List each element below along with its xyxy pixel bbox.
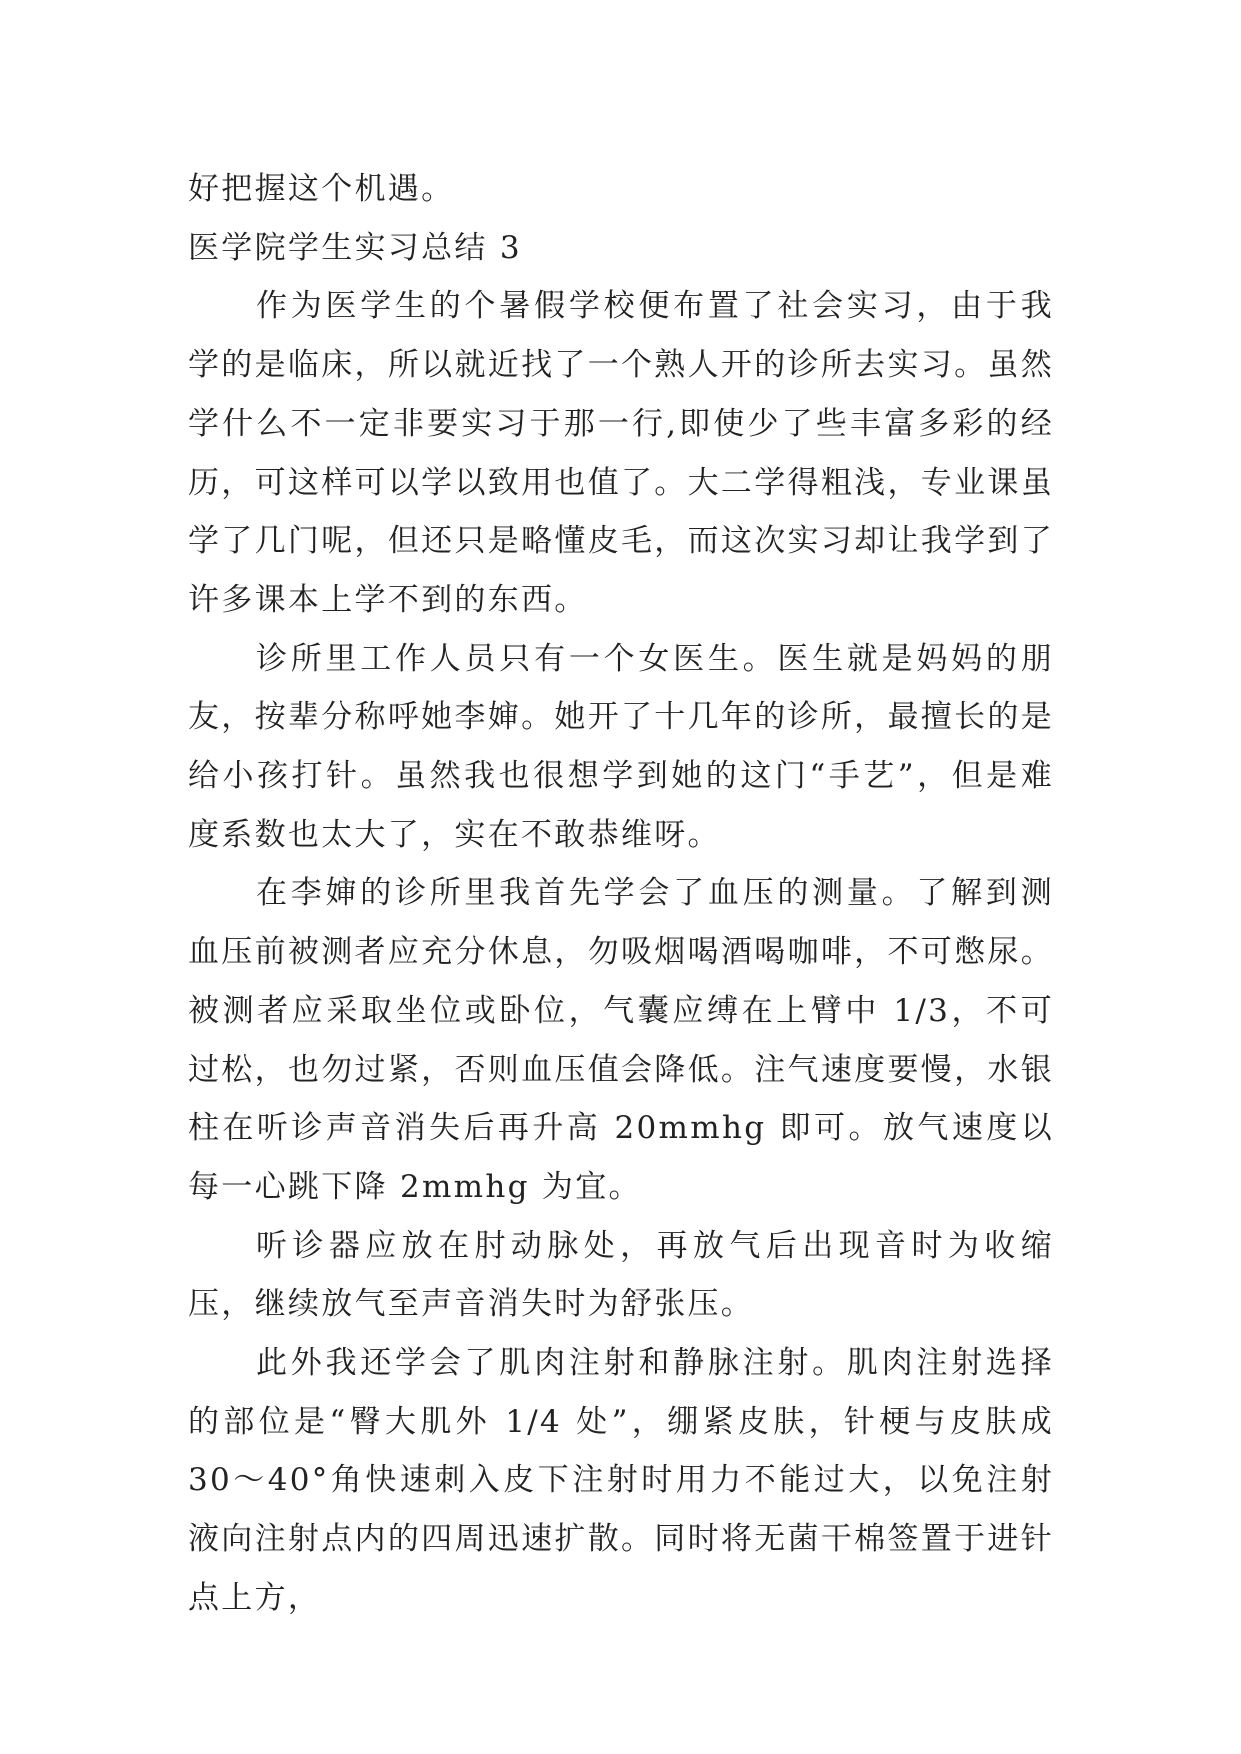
- document-body: [188, 160, 1054, 1628]
- paragraph-5: 此外我还学会了肌肉注射和静脉注射。肌肉注射选择的部位是“臀大肌外 1/4 处”，绷紧皮肤，针梗与皮肤成 30～40°角快速刺入皮下注射时用力不能过大，以免注射液向注射点内的四周迅速扩散。同时将无菌干棉签置于进针点上方，: [188, 1345, 1054, 1616]
- paragraph-4: 听诊器应放在肘动脉处，再放气后出现音时为收缩压，继续放气至声音消失时为舒张压。: [188, 1227, 1054, 1323]
- lead-line: 好把握这个机遇。: [188, 171, 455, 207]
- paragraph-1: 作为医学生的个暑假学校便布置了社会实习，由于我学的是临床，所以就近找了一个熟人开的诊所去实习。虽然学什么不一定非要实习于那一行,即使少了些丰富多彩的经历，可这样可以学以致用也值了。大二学得粗浅，专业课虽学了几门呢，但还只是略懂皮毛，而这次实习却让我学到了许多课本上学不到的东西。: [188, 288, 1054, 618]
- paragraph-3: 在李婶的诊所里我首先学会了血压的测量。了解到测血压前被测者应充分休息，勿吸烟喝酒喝咖啡，不可憋尿。被测者应采取坐位或卧位，气囊应缚在上臂中 1/3，不可过松，也勿过紧，否则血压值会降低。注气速度要慢，水银柱在听诊声音消失后再升高 20mmhg 即可。放气速度以每一心跳下降 2mmhg 为宜。: [188, 875, 1054, 1205]
- section-title: 医学院学生实习总结 3: [188, 229, 522, 266]
- paragraph-2: 诊所里工作人员只有一个女医生。医生就是妈妈的朋友，按辈分称呼她李婶。她开了十几年的诊所，最擅长的是给小孩打针。虽然我也很想学到她的这门“手艺”，但是难度系数也太大了，实在不敢恭维呀。: [188, 640, 1054, 853]
